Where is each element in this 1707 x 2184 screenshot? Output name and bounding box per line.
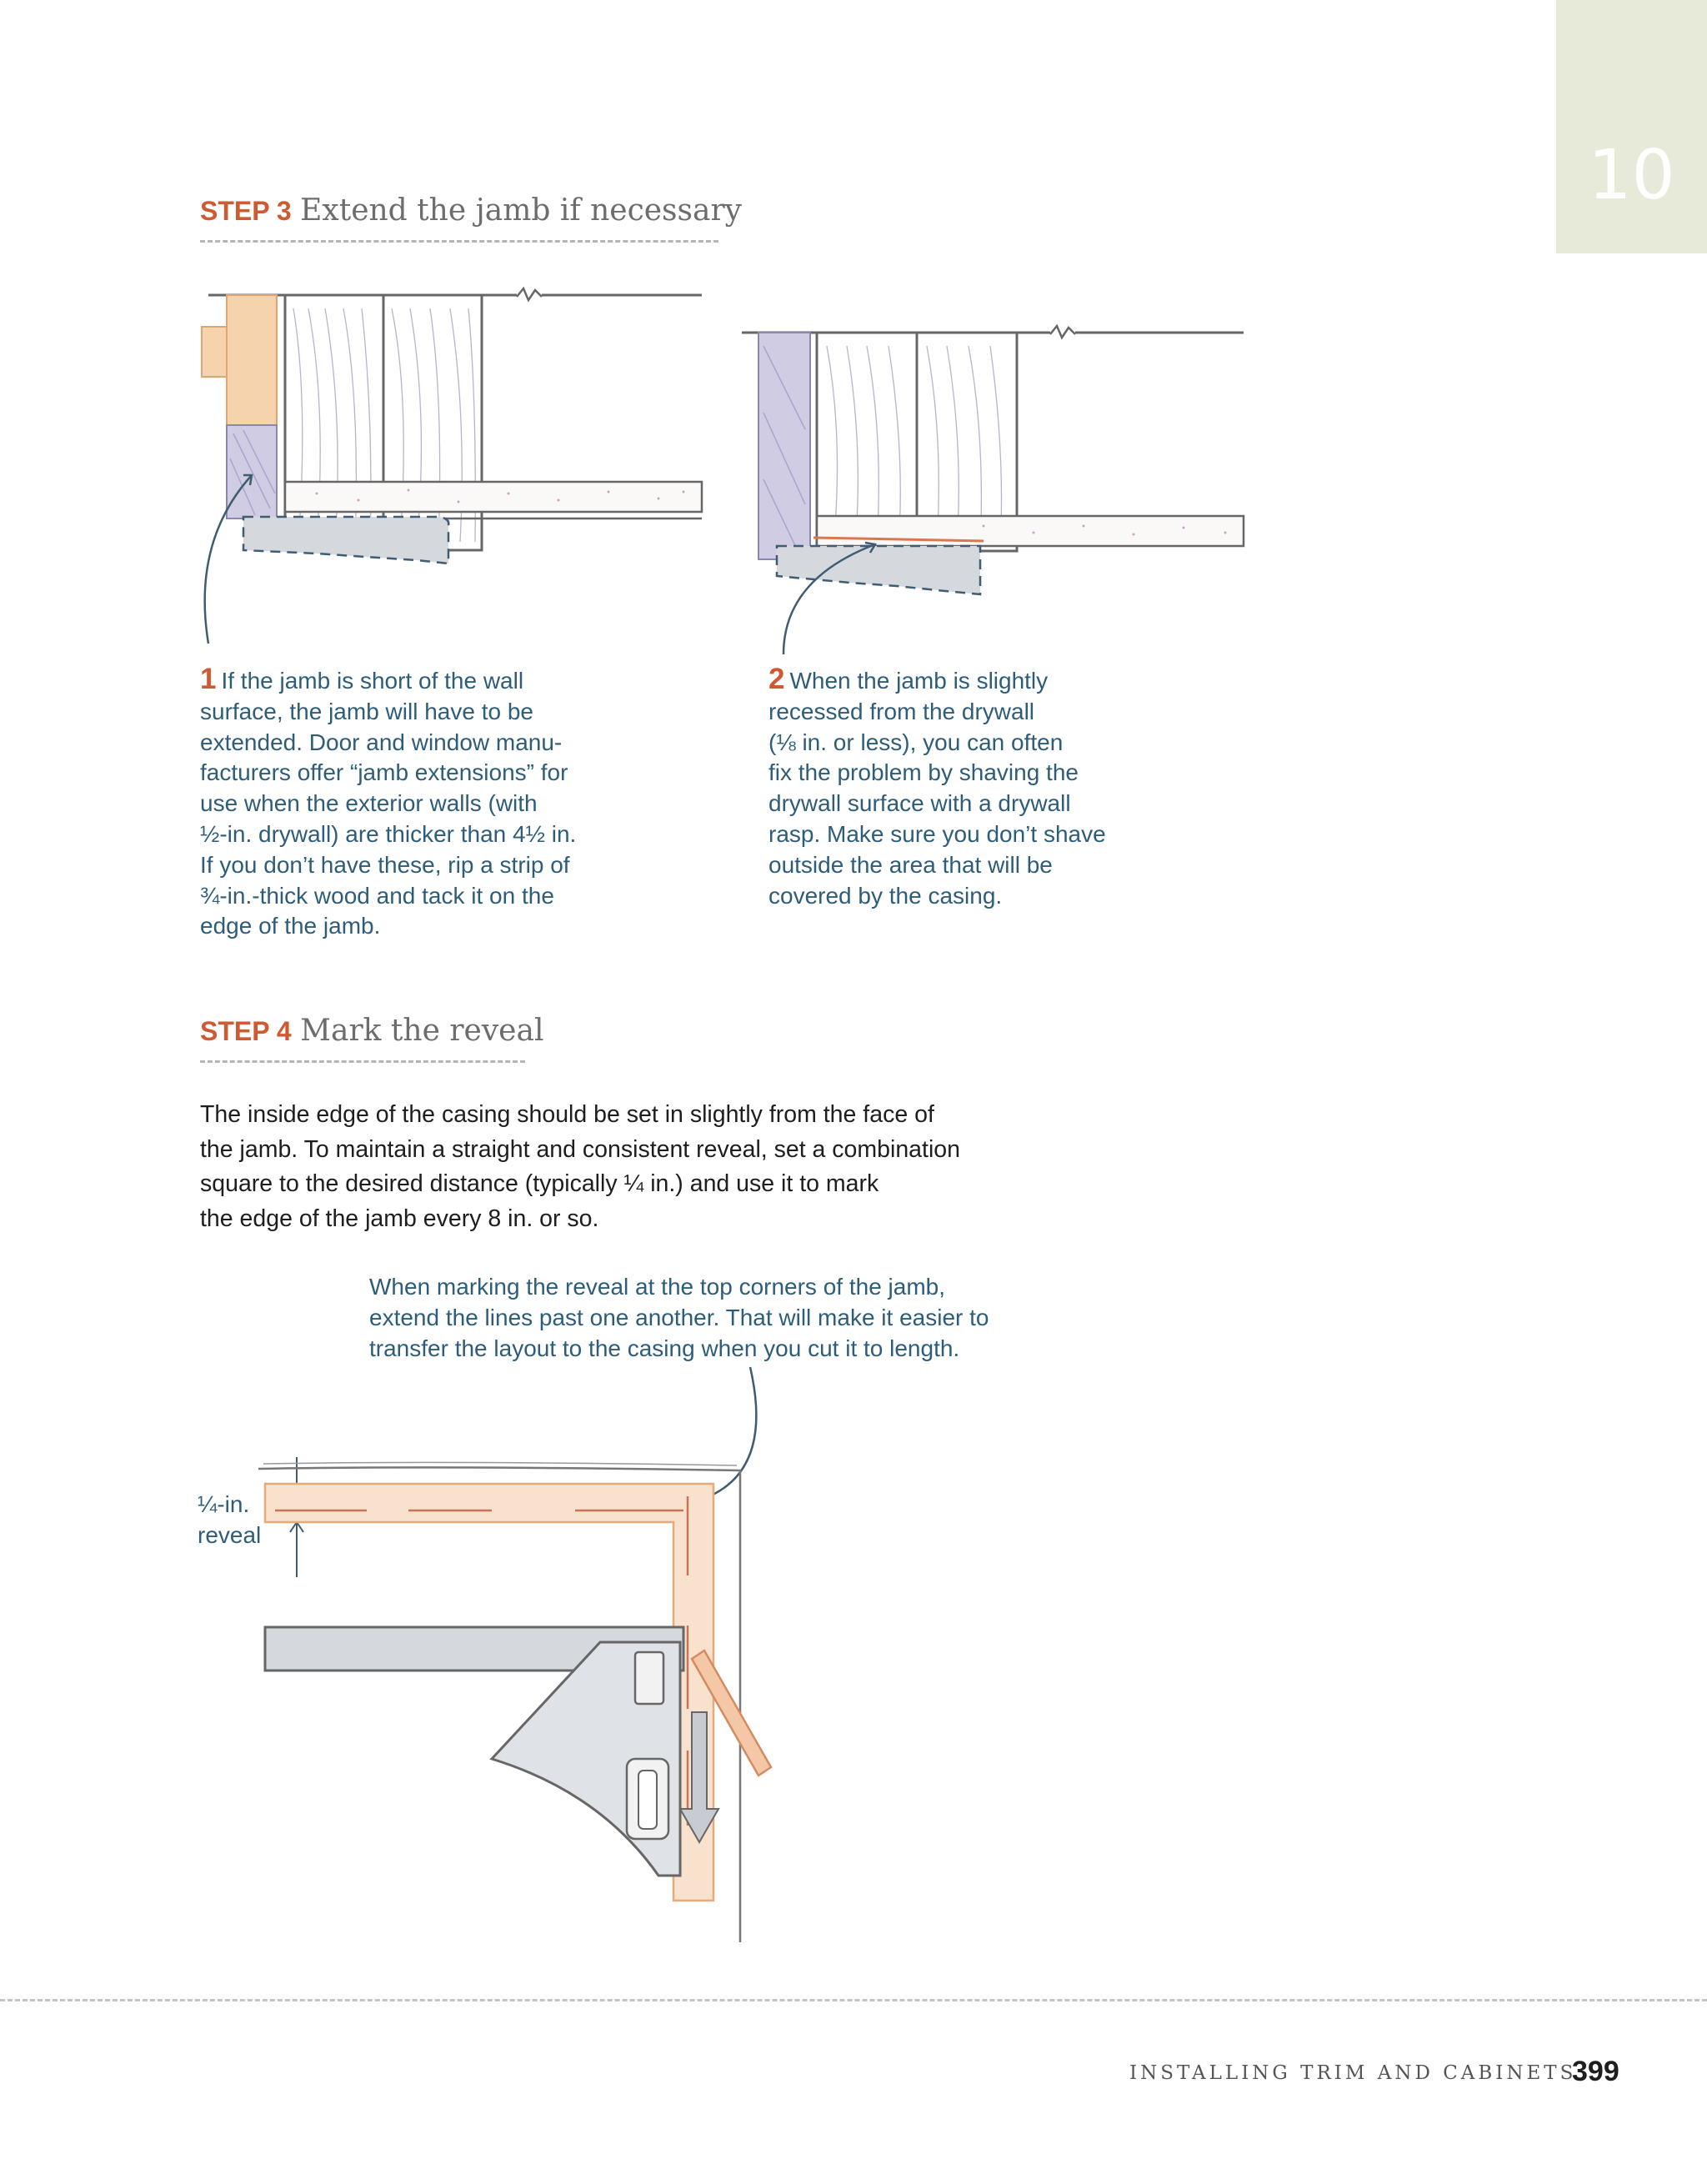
drywall-shaving-illustration <box>733 313 1250 663</box>
note-line: transfer the layout to the casing when you cut it to length. <box>369 1335 960 1361</box>
caption-line: edge of the jamb. <box>200 913 381 939</box>
caption-line: covered by the casing. <box>768 882 1003 909</box>
step4-note <box>369 1272 1036 1364</box>
body-line: the edge of the jamb every 8 in. or so. <box>200 1205 599 1232</box>
step4-title: Mark the reveal <box>300 1014 544 1048</box>
chapter-number: 10 <box>1588 136 1675 215</box>
step3-heading <box>200 193 742 228</box>
caption-line: use when the exterior walls (with <box>200 790 538 817</box>
caption-line: surface, the jamb will have to be <box>200 698 533 724</box>
jamb-extension-illustration <box>192 275 708 659</box>
caption-line: drywall surface with a drywall <box>768 790 1071 817</box>
note-line: When marking the reveal at the top corners of the jamb, <box>369 1274 946 1300</box>
caption-line: When the jamb is slightly <box>789 668 1049 694</box>
step4-label: STEP 4 <box>200 1016 292 1046</box>
step3-rule <box>200 240 718 243</box>
caption-number: 2 <box>768 663 785 695</box>
caption-line: ½-in. drywall) are thicker than 4½ in. <box>200 820 577 847</box>
caption-line: (⅛ in. or less), you can often <box>768 729 1064 755</box>
caption-line: If you don’t have these, rip a strip of <box>200 851 570 878</box>
step3-label: STEP 3 <box>200 196 292 226</box>
caption-number: 1 <box>200 663 217 695</box>
body-line: the jamb. To maintain a straight and consistent reveal, set a combination <box>200 1135 960 1163</box>
step3-title: Extend the jamb if necessary <box>300 193 743 228</box>
page-number: 399 <box>1572 2056 1619 2087</box>
caption-line: recessed from the drywall <box>768 698 1035 724</box>
caption-line: ¾-in.-thick wood and tack it on the <box>200 882 554 909</box>
note-line: extend the lines past one another. That will make it easier to <box>369 1304 989 1330</box>
caption-line: If the jamb is short of the wall <box>221 668 524 694</box>
reveal-label-line: ¼-in. <box>198 1491 250 1517</box>
reveal-label-line: reveal <box>198 1522 262 1548</box>
body-line: The inside edge of the casing should be set in slightly from the face of <box>200 1101 934 1128</box>
caption-line: rasp. Make sure you don’t shave <box>768 820 1106 847</box>
step4-rule <box>200 1060 525 1063</box>
chapter-tab <box>1556 0 1707 253</box>
step3-caption-1 <box>200 664 633 942</box>
footer-rule <box>0 1999 1707 2001</box>
running-head: INSTALLING TRIM AND CABINETS <box>1129 2062 1577 2084</box>
caption-line: fix the problem by shaving the <box>768 759 1079 786</box>
caption-line: extended. Door and window manu- <box>200 729 563 755</box>
step4-heading <box>200 1014 543 1048</box>
body-line: square to the desired distance (typically ¼ in.) and use it to mark <box>200 1170 879 1197</box>
caption-line: facturers offer “jamb extensions” for <box>200 759 568 786</box>
step3-caption-2 <box>768 664 1202 911</box>
step4-body <box>200 1098 1034 1236</box>
mark-reveal-illustration <box>250 1359 800 1917</box>
caption-line: outside the area that will be <box>768 851 1053 878</box>
